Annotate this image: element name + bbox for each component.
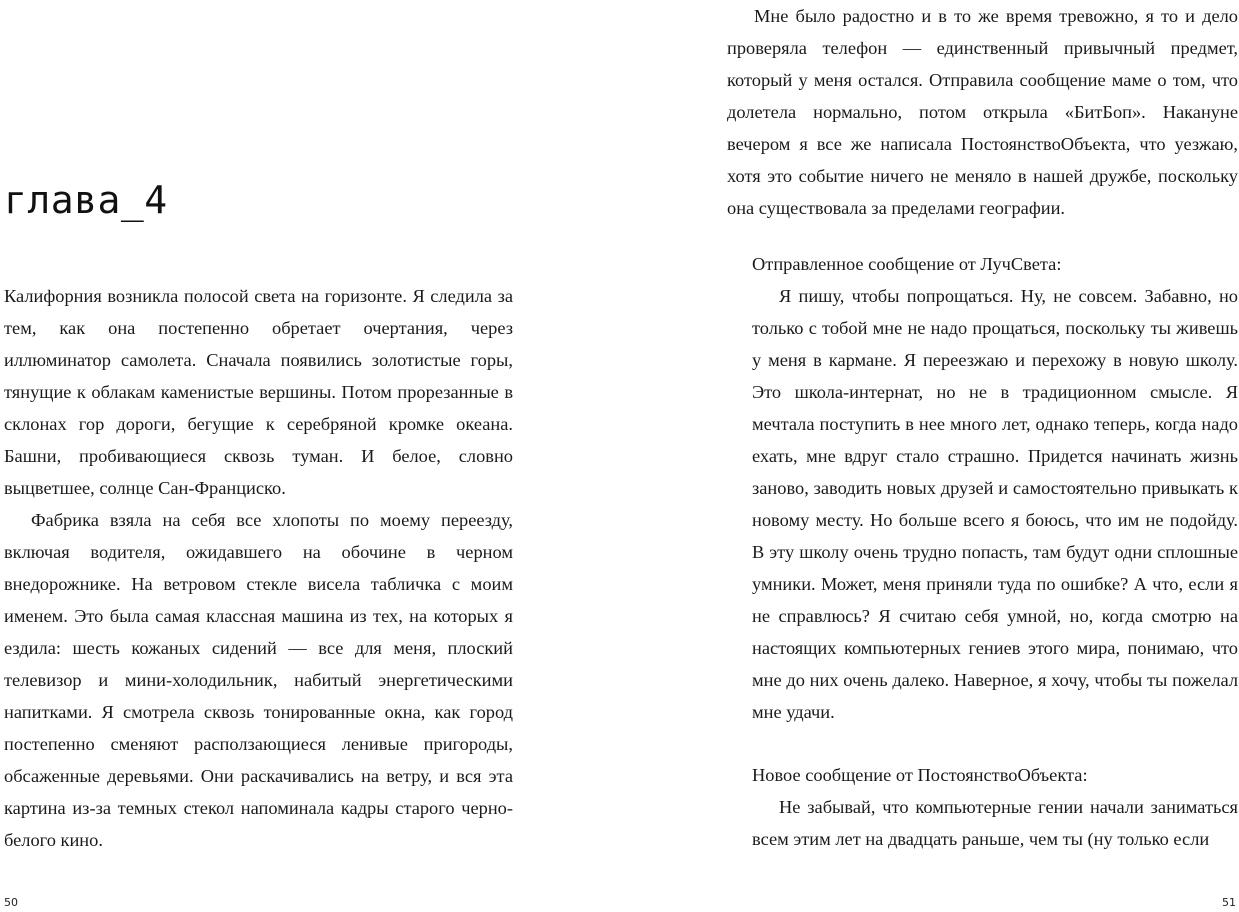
message1-text: Я пишу, чтобы попрощаться. Ну, не совсем. Забавно, но только с тобой мне не надо прощаться, поскольку ты живешь у меня в кармане. Я переезжаю и перехожу в новую школу. Это школа-интернат, но не в традиционном смысле. Я мечтала поступить в нее много лет, однако теперь, когда надо ехать, мне вдруг стало страшно. Придется начинать жизнь заново, заводить новых друзей и самостоятельно привыкать к новому месту. Но больше всего я боюсь, что им не подойду. В эту школу очень трудно попасть, там будут одни сплошные умники. Может, меня приняли туда по ошибке? А что, если я не справлюсь? Я считаю себя умной, но, когда смотрю на настоящих компьютерных гениев этого мира, понимаю, что мне до них очень далеко. Наверное, я хочу, чтобы ты пожелал мне удачи. [752, 286, 1238, 722]
right-page-intro [727, 0, 1238, 224]
paragraph-phone-check: Мне было радостно и в то же время тревожно, я то и дело проверяла телефон — единственный привычный предмет, который у меня остался. Отправила сообщение маме о том, что долетела нормально, потом открыла «БитБоп». Накануне вечером я все же написала ПостоянствоОбъекта, что уезжаю, хотя это событие ничего не меняло в нашей дружбе, поскольку она существовала за пределами географии. [727, 6, 1238, 218]
right-page [620, 0, 1239, 912]
page-number-left: 50 [4, 896, 18, 909]
message2-header: Новое сообщение от ПостоянствоОбъекта: [752, 765, 1088, 785]
paragraph-factory-move: Фабрика взяла на себя все хлопоты по моему переезду, включая водителя, ожидавшего на обочине в черном внедорожнике. На ветровом стекле висела табличка с моим именем. Это была самая классная машина из тех, на которых я ездила: шесть кожаных сидений — все для меня, плоский телевизор и мини-холодильник, набитый энергетическими напитками. Я смотрела сквозь тонированные окна, как город постепенно сменяют расползающиеся ленивые пригороды, обсаженные деревьями. Они раскачивались на ветру, и вся эта картина из-за темных стекол напоминала кадры старого черно-белого кино. [4, 510, 513, 850]
message1-body [752, 280, 1238, 728]
paragraph-california: Калифорния возникла полосой света на горизонте. Я следила за тем, как она постепенно обретает очертания, через иллюминатор самолета. Сначала появились золотистые горы, тянущие к облакам каменистые вершины. Потом прорезанные в склонах гор дороги, бегущие к серебряной кромке океана. Башни, пробивающиеся сквозь туман. И белое, словно выцветшее, солнце Сан-Франциско. [4, 286, 513, 498]
message2-body [752, 791, 1238, 855]
page-number-right: 51 [1222, 896, 1236, 909]
chapter-title: глава_4 [4, 178, 168, 222]
message1-header: Отправленное сообщение от ЛучСвета: [752, 254, 1062, 274]
left-page [0, 0, 600, 912]
left-page-body [4, 280, 513, 856]
message2-text: Не забывай, что компьютерные гении начали заниматься всем этим лет на двадцать раньше, чем ты (ну только если [752, 797, 1238, 849]
